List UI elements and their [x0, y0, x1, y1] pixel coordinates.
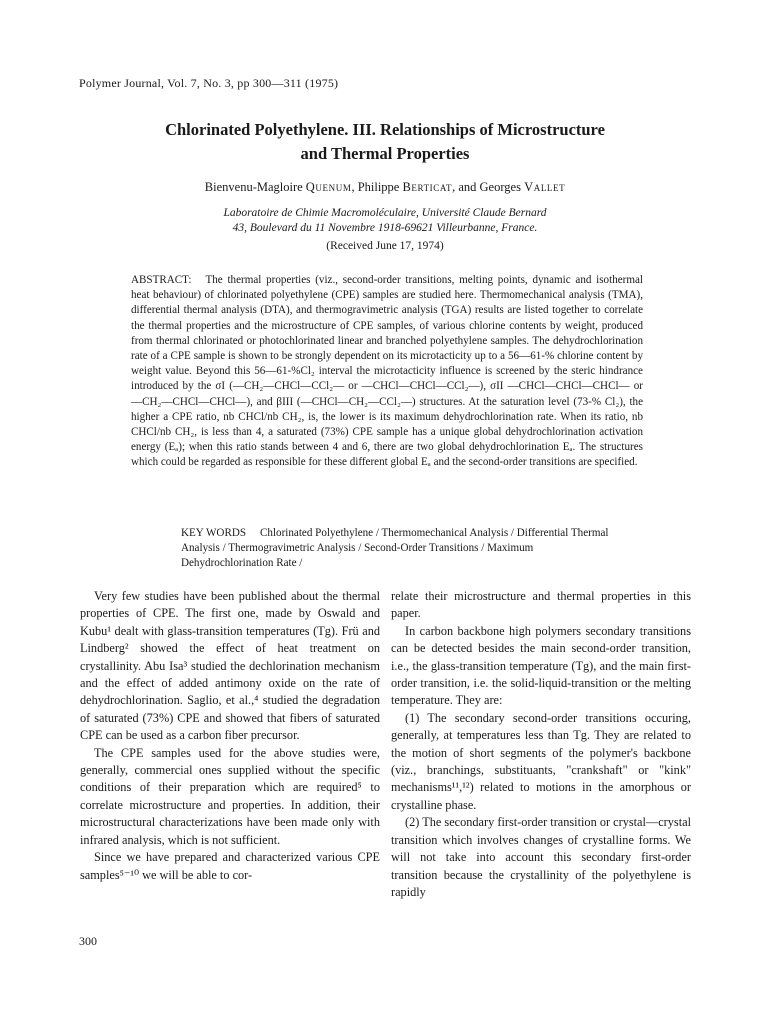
page-number: 300	[79, 934, 97, 948]
author-list	[100, 180, 670, 195]
title-line-2: and Thermal Properties	[300, 144, 470, 163]
paragraph: Very few studies have been published about the thermal properties of CPE. The first one, made by Oswald and Kubu¹ dealt with glass-transition temperatures (Tg). Frü and Lindberg² showed the effect of heat treatment on crystallinity. Abu Isa³ studied the dechlorination mechanism and the effect of added antimony oxide on the rate of dehydrochlorination. Saglio, et al.,⁴ studied the degradation of saturated (73%) CPE and showed that fibers of saturated CPE can be used as a carbon fiber precursor.	[80, 589, 380, 743]
keywords-text: Chlorinated Polyethylene / Thermomechanical Analysis / Differential Thermal Analysis / Thermogravimetric Analysis / Second-Order Transitions / Maximum Dehydrochlorination Rate /	[181, 527, 609, 570]
author-3-family: Vallet	[524, 180, 566, 194]
paragraph: In carbon backbone high polymers secondary transitions can be detected besides the main second-order transition, i.e., the glass-transition temperature (Tg), and the main first-order transition, i.e. the solid-liquid-transition or the melting temperature. They are:	[391, 623, 691, 708]
author-2-family: Berticat	[402, 180, 453, 194]
author-separator: , and	[452, 180, 480, 194]
body-column-left	[80, 588, 380, 884]
author-1-given: Bienvenu-Magloire	[204, 180, 303, 194]
affiliation-line-1: Laboratoire de Chimie Macromoléculaire, Université Claude Bernard	[223, 207, 547, 219]
abstract	[131, 273, 643, 471]
paragraph: The CPE samples used for the above studies were, generally, commercial ones supplied without the specific conditions of their preparation which are required⁵ to correlate microstructure and properties. In addition, their microstructural characterizations have been made only with infrared analysis, which is not sufficient.	[80, 745, 380, 847]
author-2-given: Philippe	[357, 180, 400, 194]
paper-title	[100, 118, 670, 166]
journal-citation: Polymer Journal, Vol. 7, No. 3, pp 300—311 (1975)	[79, 76, 339, 90]
author-separator: ,	[351, 180, 358, 194]
affiliation	[100, 206, 670, 236]
paragraph: (2) The secondary first-order transition or crystal—crystal transition which involves changes of crystalline forms. We will not take into account this secondary first-order transition because the crystallinity of the polyethylene is rapidly	[391, 815, 691, 899]
affiliation-line-2: 43, Boulevard du 11 Novembre 1918-69621 Villeurbanne, France.	[232, 222, 538, 234]
paragraph: (1) The secondary second-order transitions occuring, generally, at temperatures less than Tg. They are related to the motion of short segments of the polymer's backbone (viz., branchings, substituants, "crankshaft" or "kink" mechanisms¹¹,¹²) related to motions in the amorphous or crystalline phase.	[391, 710, 691, 812]
received-date: (Received June 17, 1974)	[326, 240, 444, 252]
title-line-1: Chlorinated Polyethylene. III. Relationships of Microstructure	[165, 120, 605, 139]
keywords	[181, 526, 611, 572]
paragraph: Since we have prepared and characterized various CPE samples⁵⁻¹⁰ we will be able to cor-	[80, 850, 380, 882]
paragraph: relate their microstructure and thermal properties in this paper.	[391, 589, 691, 621]
abstract-label: ABSTRACT:	[131, 274, 192, 286]
keywords-label: KEY WORDS	[181, 527, 247, 539]
author-3-given: Georges	[479, 180, 521, 194]
abstract-text: The thermal properties (viz., second-order transitions, melting points, dynamic and isothermal heat behaviour) of chlorinated polyethylene (CPE) samples are studied here. Thermomechanical analysis (TMA), differential thermal analysis (DTA), and thermogravimetric analysis (TGA) results are listed together to correlate the thermal properties and the microstructure of CPE samples, of various chlorine contents by weight, produced from thermal chlorinated or photochlorinated linear and branched polyethylene samples. The dehydrochlorination rate of a CPE sample is shown to be strongly dependent on its microtacticity up to a 56—61-% chlorine content by weight value. Beyond this 56—61-%Cl₂ interval the microtacticity influence is screened by the steric hindrance introduced by the σI (—CH₂—CHCl—CCl₂— or —CHCl—CHCl—CCl₂—), σII —CHCl—CHCl—CHCl— or —CH₂—CHCl—CHCl—), and βIII (—CHCl—CH₂—CCl₂—) structures. At the saturation level (73-% Cl₂), the higher a CPE ratio, nb CHCl/nb CH₂, is, the lower is its maximum dehydrochlorination rate. When its ratio, nb CHCl/nb CH₂, is less than 4, a saturated (73%) CPE sample has a unique global dehydrochlorination activation energy (Eₐ); when this ratio stands between 4 and 6, there are two global dehydrochlorination Eₐ. The structures which could be regarded as responsible for these different global Eₐ and the second-order transitions are specified.	[131, 274, 643, 469]
body-column-right	[391, 588, 691, 901]
author-1-family: Quenum	[305, 180, 352, 194]
